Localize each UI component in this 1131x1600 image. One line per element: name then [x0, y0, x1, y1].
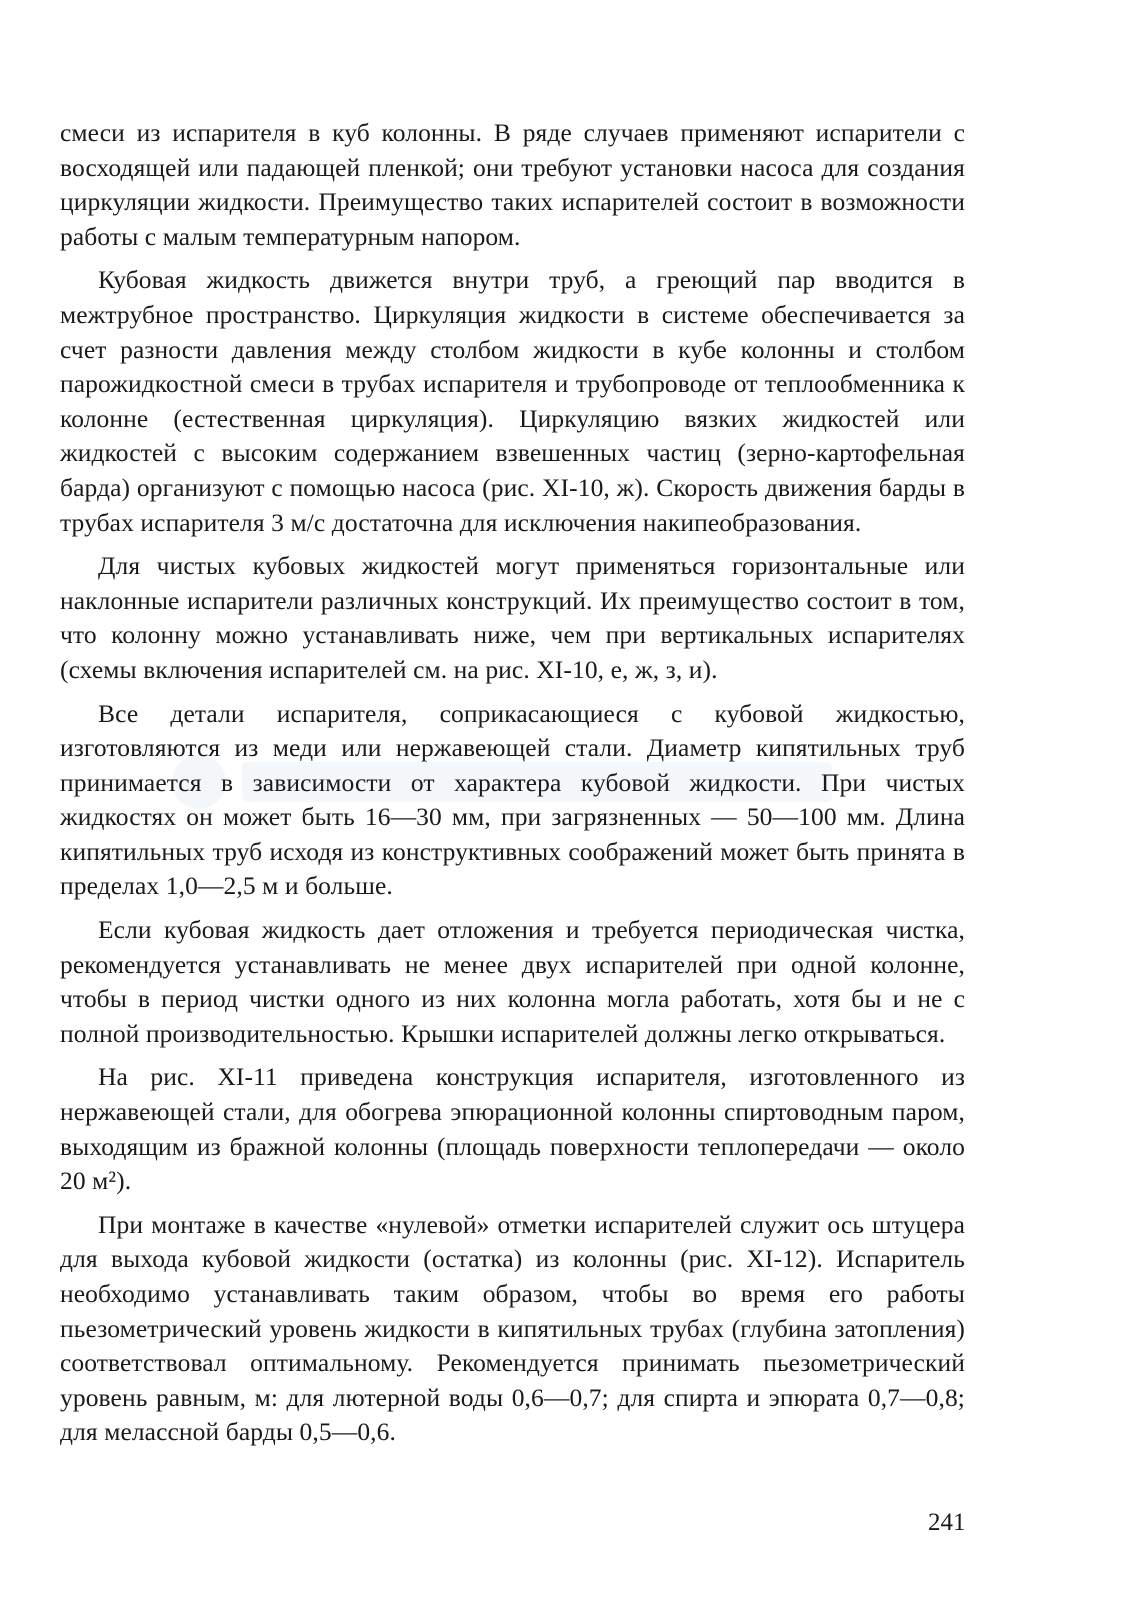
paragraph-5: Если кубовая жидкость дает отложения и требуется периодическая чистка, рекомендуется устанавливать не менее двух испарителей при одной колонне, чтобы в период чистки одного из них колонна могла работать, хотя бы и не с полной производительностью. Крышки испарителей должны легко открываться.	[60, 915, 965, 1048]
paragraph-4: Все детали испарителя, соприкасающиеся с кубовой жидкостью, изготовляются из меди или нержавеющей стали. Диаметр кипятильных труб принимается в зависимости от характера кубовой жидкости. При чистых жидкостях он может быть 16—30 мм, при загрязненных — 50—100 мм. Длина кипятильных труб исходя из конструктивных соображений может быть принята в пределах 1,0—2,5 м и больше.	[60, 698, 965, 901]
paragraph-2: Кубовая жидкость движется внутри труб, а греющий пар вводится в межтрубное пространство. Циркуляция жидкости в системе обеспечивается за счет разности давления между столбом жидкости в кубе колонны и столбом парожидкостной смеси в трубах испарителя и трубопроводе от теплообменника к колонне (естественная циркуляция). Циркуляцию вязких жидкостей или жидкостей с высоким содержанием взвешенных частиц (зерно-картофельная барда) организуют с помощью насоса (рис. XI-10, ж). Скорость движения барды в трубах испарителя 3 м/с достаточна для исключения накипеобразования.	[60, 265, 965, 537]
paragraph-6: На рис. XI-11 приведена конструкция испарителя, изготовленного из нержавеющей стали, для обогрева эпюрационной колонны спиртоводным паром, выходящим из бражной колонны (площадь поверхности теплопередачи — около 20 м²).	[60, 1062, 965, 1196]
paragraph-7: При монтаже в качестве «нулевой» отметки испарителей служит ось штуцера для выхода кубовой жидкости (остатка) из колонны (рис. XI-12). Испаритель необходимо устанавливать таким образом, чтобы во время его работы пьезометрический уровень жидкости в кипятильных трубах (глубина затопления) соответствовал оптимальному. Рекомендуется принимать пьезометрический уровень равным, м: для лютерной воды 0,6—0,7; для спирта и эпюрата 0,7—0,8; для мелассной барды 0,5—0,6.	[60, 1209, 965, 1447]
page-number: 241	[928, 1509, 966, 1536]
paragraph-1: смеси из испарителя в куб колонны. В ряде случаев применяют испарители с восходящей или падающей пленкой; они требуют установки насоса для создания циркуляции жидкости. Преимущество таких испарителей состоит в возможности работы с малым температурным напором.	[60, 118, 965, 251]
paragraph-3: Для чистых кубовых жидкостей могут применяться горизонтальные или наклонные испарители различных конструкций. Их преимущество состоит в том, что колонну можно устанавливать ниже, чем при вертикальных испарителях (схемы включения испарителей см. на рис. XI-10, е, ж, з, и).	[60, 551, 965, 684]
page-body	[60, 116, 965, 1459]
